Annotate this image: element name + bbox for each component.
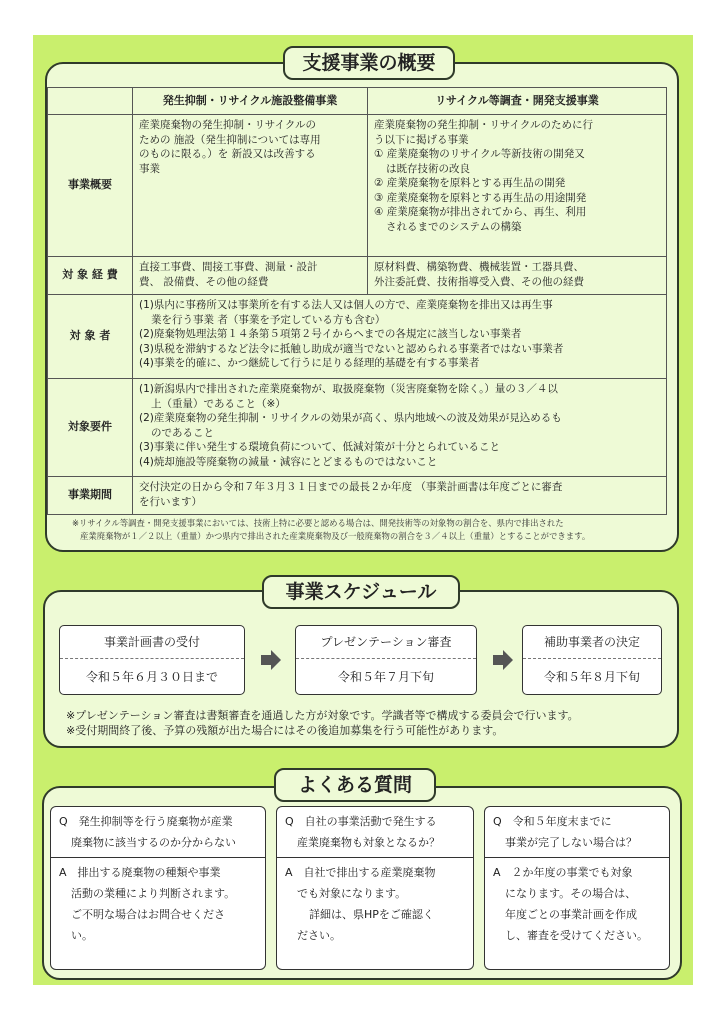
- row-label-gaiyou: 事業概要: [48, 115, 133, 257]
- question-line: Q 令和５年度末までに: [493, 815, 612, 828]
- step-date: 令和５年７月下旬: [337, 670, 434, 684]
- overview-footnote: [72, 517, 682, 543]
- faq-item-1: [50, 806, 266, 970]
- text-line: (2)廃棄物処理法第１４条第５項第２号イからヘまでの各規定に該当しない事業者: [139, 328, 522, 340]
- text-line: 産業廃棄物の発生抑制・リサイクルのために行: [374, 119, 594, 131]
- answer-line: 活動の業種により判断されます。: [71, 887, 236, 900]
- faq-question: [485, 807, 669, 858]
- note-line: ※受付期間終了後、予算の残額が出た場合にはその後追加募集を行う可能性があります。: [66, 724, 504, 737]
- answer-line: ご不明な場合はお問合せくださ: [71, 908, 225, 921]
- overview-title: 支援事業の概要: [283, 46, 455, 80]
- schedule-step-3: [522, 625, 662, 695]
- keihi-facility: [133, 257, 368, 295]
- answer-line: い。: [71, 929, 93, 942]
- answer-line: でも対象になります。: [297, 887, 407, 900]
- text-line: (3)事業に伴い発生する環境負荷について、低減対策が十分とられていること: [139, 441, 500, 453]
- text-line: ② 産業廃棄物を原料とする再生品の開発: [374, 177, 566, 189]
- footnote-line: ※リサイクル等調査・開発支援事業においては、技術上特に必要と認める場合は、開発技術等の対象物の割合を、県内で排出された: [72, 518, 564, 528]
- answer-line: になります。その場合は、: [505, 887, 637, 900]
- schedule-step-1: [59, 625, 245, 695]
- gaiyou-facility: [133, 115, 368, 257]
- step-date: 令和５年６月３０日まで: [85, 670, 218, 684]
- step-date: 令和５年８月下旬: [543, 670, 640, 684]
- answer-line: 詳細は、県HPをご確認く: [309, 908, 434, 921]
- answer-line: A 自社で排出する産業廃棄物: [285, 866, 436, 879]
- step-label: 補助事業者の決定: [523, 626, 661, 659]
- col-header-facility: 発生抑制・リサイクル施設整備事業: [133, 88, 368, 115]
- text-line: (3)県税を滞納するなど法令に抵触し助成が適当でないと認められる事業者ではない事業者: [139, 342, 564, 355]
- text-line: ① 産業廃棄物のリサイクル等新技術の開発又: [374, 148, 585, 160]
- schedule-step-2: [295, 625, 477, 695]
- col-header-research: リサイクル等調査・開発支援事業: [368, 88, 667, 115]
- answer-line: 年度ごとの事業計画を作成: [505, 908, 637, 921]
- text-line: (2)産業廃棄物の発生抑制・リサイクルの効果が高く、県内地域への波及効果が見込めるも: [139, 412, 562, 424]
- question-line: 廃棄物に該当するのか分からない: [71, 836, 236, 849]
- text-line: (4)事業を的確に、かつ継続して行うに足りる経理的基礎を有する事業者: [139, 357, 480, 369]
- youken-content: [133, 379, 667, 477]
- text-line: 直接工事費、間接工事費、測量・設計: [139, 261, 318, 273]
- step-label: 事業計画書の受付: [60, 626, 244, 659]
- arrow-right-icon: [259, 648, 283, 672]
- table-corner: [48, 88, 133, 115]
- text-line: ための 施設（発生抑制については専用: [139, 133, 321, 146]
- overview-table: [47, 87, 667, 515]
- faq-item-3: [484, 806, 670, 970]
- question-line: Q 自社の事業活動で発生する: [285, 815, 437, 828]
- text-line: 外注委託費、技術指導受入費、その他の経費: [374, 275, 584, 288]
- text-line: のであること: [151, 426, 214, 439]
- faq-question: [51, 807, 265, 858]
- faq-answer: [51, 858, 265, 950]
- answer-line: し、審査を受けてください。: [505, 929, 648, 942]
- footnote-line: 産業廃棄物が１／２以上（重量）かつ県内で排出された産業廃棄物及び一般廃棄物の割合を３／４以上（重量）とすることができます。: [80, 531, 591, 541]
- row-label-taishousha: 対 象 者: [48, 295, 133, 379]
- text-line: 産業廃棄物の発生抑制・リサイクルの: [139, 119, 317, 131]
- answer-line: ださい。: [297, 929, 341, 942]
- answer-line: A ２か年度の事業でも対象: [493, 866, 633, 879]
- answer-line: A 排出する廃棄物の種類や事業: [59, 866, 221, 879]
- text-line: う以下に掲げる事業: [374, 133, 469, 146]
- text-line: 原材料費、構築物費、機械装置・工器具費、: [374, 261, 584, 273]
- step-label: プレゼンテーション審査: [296, 626, 476, 659]
- text-line: 上（重量）であること（※）: [151, 397, 286, 410]
- schedule-notes: [66, 708, 676, 738]
- text-line: (4)焼却施設等廃棄物の減量・減容にとどまるものではないこと: [139, 455, 438, 468]
- text-line: (1)新潟県内で排出された産業廃棄物が、取扱廃棄物（災害廃棄物を除く。）量の３／４以: [139, 383, 558, 395]
- text-line: 交付決定の日から令和７年３月３１日までの最長２か年度 （事業計画書は年度ごとに審査: [139, 481, 563, 493]
- faq-question: [277, 807, 473, 858]
- keihi-research: [368, 257, 667, 295]
- faq-answer: [485, 858, 669, 950]
- row-label-youken: 対象要件: [48, 379, 133, 477]
- taishousha-content: [133, 295, 667, 379]
- schedule-title: 事業スケジュール: [262, 575, 460, 609]
- kikan-content: [133, 477, 667, 515]
- text-line: (1)県内に事務所又は事業所を有する法人又は個人の方で、産業廃棄物を排出又は再生事: [139, 299, 553, 311]
- text-line: 事業: [139, 162, 160, 175]
- text-line: のものに限る。）を 新設又は改善する: [139, 148, 316, 160]
- faq-title: よくある質問: [274, 768, 436, 802]
- text-line: されるまでのシステムの構築: [386, 220, 522, 233]
- arrow-right-icon: [491, 648, 515, 672]
- question-line: Q 発生抑制等を行う廃棄物が産業: [59, 815, 233, 828]
- note-line: ※プレゼンテーション審査は書類審査を通過した方が対象です。学識者等で構成する委員会で行います。: [66, 709, 579, 722]
- question-line: 事業が完了しない場合は？: [505, 836, 637, 849]
- text-line: 費、 設備費、その他の経費: [139, 275, 269, 288]
- question-line: 産業廃棄物も対象となるか？: [297, 836, 440, 849]
- text-line: ③ 産業廃棄物を原料とする再生品の用途開発: [374, 191, 587, 204]
- text-line: 業を行う事業 者（事業を予定している方も含む）: [151, 313, 386, 326]
- text-line: を行います）: [139, 495, 202, 508]
- row-label-keihi: 対 象 経 費: [48, 257, 133, 295]
- text-line: ④ 産業廃棄物が排出されてから、再生、利用: [374, 206, 587, 218]
- gaiyou-research: [368, 115, 667, 257]
- faq-item-2: [276, 806, 474, 970]
- faq-answer: [277, 858, 473, 950]
- row-label-kikan: 事業期間: [48, 477, 133, 515]
- text-line: は既存技術の改良: [386, 162, 470, 175]
